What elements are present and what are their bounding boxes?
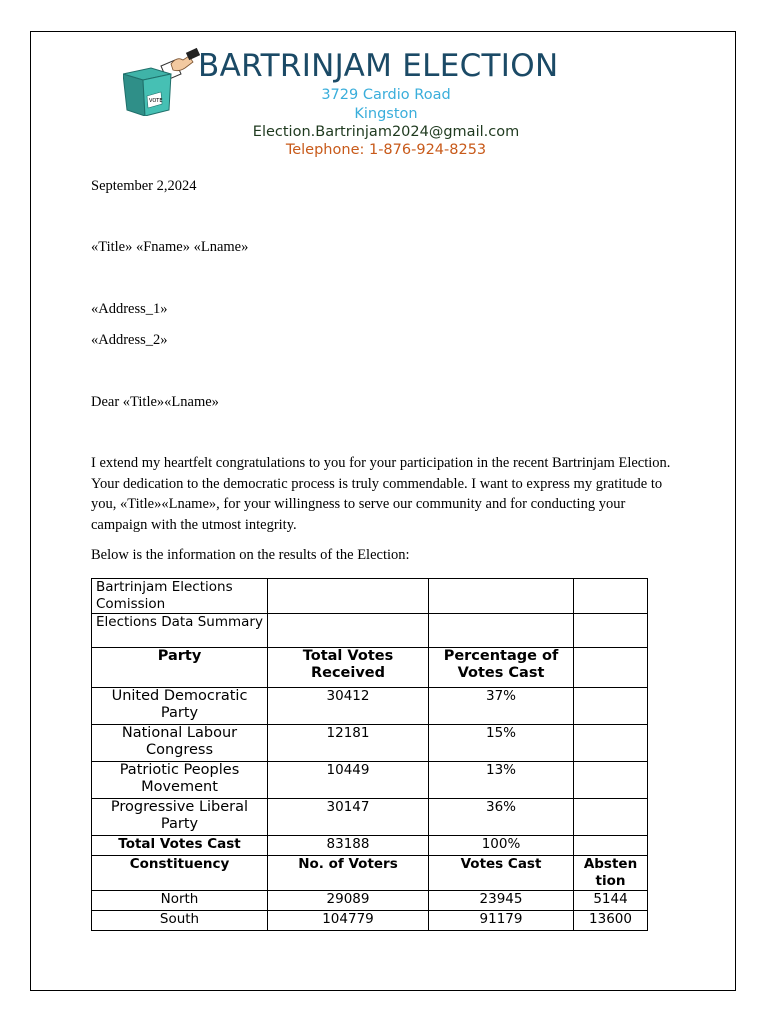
total-label: Total Votes Cast [92,836,268,856]
address-line-2: Kingston [354,106,418,122]
column-header: Percentage of Votes Cast [429,648,574,688]
table-header-row [92,648,648,688]
table-row [92,688,648,725]
total-percent: 100% [429,836,574,856]
caption-cell: Elections Data Summary [92,614,268,648]
table-total-row [92,836,648,856]
email-address: Election.Bartrinjam2024@gmail.com [252,124,520,140]
salutation: Dear «Title»«Lname» [91,394,219,410]
table-header-row [92,856,648,891]
constituency-voters: 104779 [268,911,429,931]
constituency-abstention: 13600 [574,911,648,931]
party-votes: 30412 [268,688,429,725]
table-row [92,891,648,911]
organization-title: BARTRINJAM ELECTION [198,48,559,84]
party-percent: 37% [429,688,574,725]
column-header: Absten tion [574,856,648,891]
recipient-name: «Title» «Fname» «Lname» [91,239,249,255]
letter-date: September 2,2024 [91,178,197,194]
party-votes: 12181 [268,725,429,762]
total-votes: 83188 [268,836,429,856]
election-results-table [91,578,648,931]
constituency-voters: 29089 [268,891,429,911]
party-name: United Democratic Party [92,688,268,725]
letter-page [30,31,736,991]
column-header: No. of Voters [268,856,429,891]
party-name: Patriotic Peoples Movement [92,762,268,799]
constituency-abstention: 5144 [574,891,648,911]
party-percent: 15% [429,725,574,762]
caption-cell: Bartrinjam Elections Comission [92,579,268,614]
address-line-1: 3729 Cardio Road [321,87,451,103]
party-name: National Labour Congress [92,725,268,762]
table-row [92,614,648,648]
table-row [92,579,648,614]
table-row [92,762,648,799]
table-row [92,799,648,836]
table-row [92,725,648,762]
table-intro: Below is the information on the results of the Election: [91,547,410,563]
constituency-name: North [92,891,268,911]
recipient-address-1: «Address_1» [91,301,168,317]
table-row [92,911,648,931]
constituency-votes-cast: 91179 [429,911,574,931]
party-percent: 13% [429,762,574,799]
party-name: Progressive Liberal Party [92,799,268,836]
column-header: Total Votes Received [268,648,429,688]
party-votes: 30147 [268,799,429,836]
constituency-name: South [92,911,268,931]
constituency-votes-cast: 23945 [429,891,574,911]
party-votes: 10449 [268,762,429,799]
column-header: Constituency [92,856,268,891]
recipient-address-2: «Address_2» [91,332,168,348]
column-header: Votes Cast [429,856,574,891]
letter-body: I extend my heartfelt congratulations to you for your participation in the recent Bartrinjam Election. Your dedication to the democratic process is truly commendable. I want to express my gratitude to you, «Title»«Lname», for your willingness to serve our community and for conducting your campaign with the utmost integrity. [91,455,671,533]
party-percent: 36% [429,799,574,836]
telephone: Telephone: 1-876-924-8253 [285,142,487,158]
column-header: Party [92,648,268,688]
logo-vote-label: VOTE [149,98,163,104]
